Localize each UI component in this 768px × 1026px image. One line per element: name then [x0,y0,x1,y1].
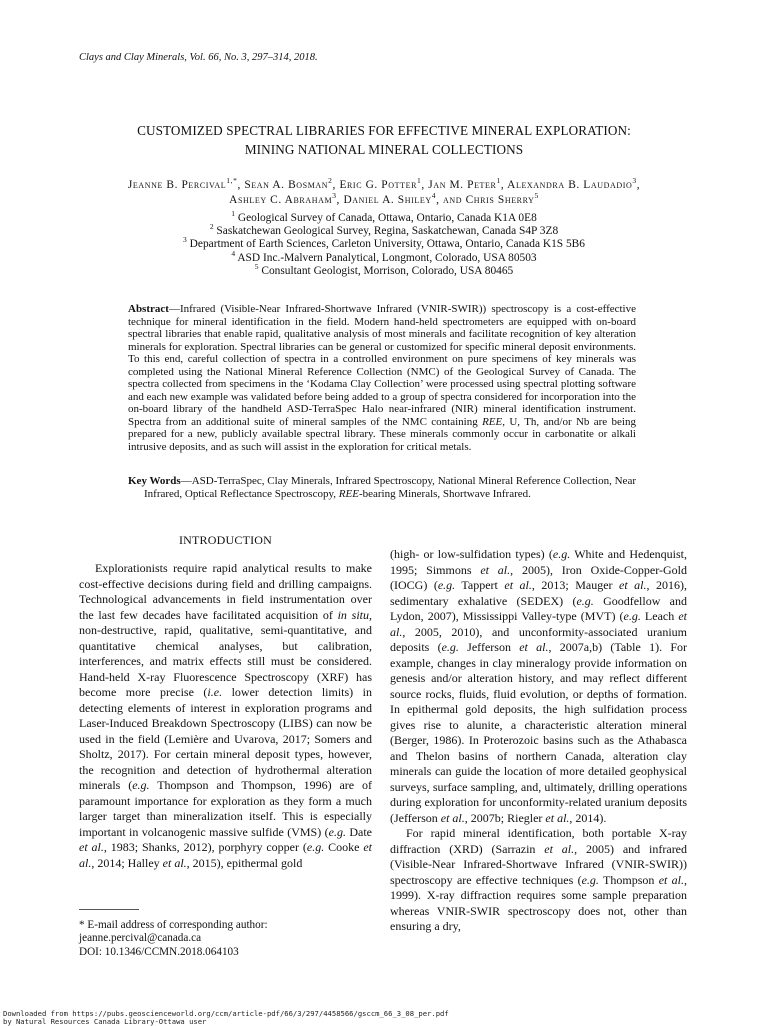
section-heading-introduction: INTRODUCTION [178,533,273,547]
author-name: Sean A. Bosman [244,179,329,191]
author-name: Eric G. Potter [339,179,418,191]
paragraph: For rapid mineral identification, both portable X-ray diffraction (XRD) (Sarrazin et al., 2005) and infrared (Visible-Near Infrared-Shortwave Infrared (VNIR-SWIR)) spectroscopy are effective techniques (e.g. Thompson et al., 1999). X-ray diffraction requires some sample preparation whereas VNIR-SWIR spectroscopy does not, other than ensuring a dry, [390,826,688,933]
abstract-label: Abstract [128,303,169,315]
footnote-email[interactable]: jeanne.percival@canada.ca [79,932,202,945]
keywords: Key Words—ASD-TerraSpec, Clay Minerals, Infrared Spectroscopy, National Mineral Reference Collection, Near Infrared, Optical Reflectance Spectroscopy, REE-bearing Minerals, Shortwave Infrared. [128,475,636,500]
author-name: Chris Sherry [465,194,535,206]
title-line-2: MINING NATIONAL MINERAL COLLECTIONS [244,142,524,157]
paragraph: Explorationists require rapid analytical results to make cost-effective decisions during field and drilling campaigns. Technological advancements in field instrumentation over the last few decades have facilitated acquisition of in situ, non-destructive, rapid, qualitative, semi-quantitative, and quantitative chemical analyses, but calibration, interferences, and matrix effects still must be considered. Hand-held X-ray Fluorescence Spectroscopy (XRF) has become more precise (i.e. lower detection limits) in detecting elements of interest in exploration programs and Laser-Induced Breakdown Spectroscopy (LIBS) can now be used in the field (Lemière and Uvarova, 2017; Somers and Sholtz, 2017). For certain mineral deposit types, however, the recognition and detection of hydrothermal alteration minerals (e.g. Thompson and Thompson, 1996) are of paramount importance for exploration as they form a much larger target than mineralization itself. This is especially important in volcanogenic massive sulfide (VMS) (e.g. Date et al., 1983; Shanks, 2012), porphyry copper (e.g. Cooke et al., 2014; Halley et al., 2015), epithermal gold [79,561,372,870]
affiliation: $^1$ Geological Survey of Canada, Ottawa, Ontario, Canada K1A 0E8 [231,209,537,224]
download-line: by Natural Resources Canada Library-Ottawa user [3,1017,207,1026]
download-line: Downloaded from https://pubs.geoscienceworld.org/ccm/article-pdf/66/3/297/4458566/gsccm_66_3_08_per.pdf [3,1009,449,1018]
affiliation: $^3$ Department of Earth Sciences, Carleton University, Ottawa, Ontario, Canada K1S 5B6 [183,235,585,251]
author-name: Jeanne B. Percival [127,179,227,191]
author-affil-sup: 3 [632,176,637,186]
paragraph: (high- or low-sulfidation types) (e.g. White and Hedenquist, 1995; Simmons et al., 2005), Iron Oxide-Copper-Gold (IOCG) (e.g. Tappert et al., 2013; Mauger et al., 2016), sedimentary exhalative (SEDEX) (e.g. Goodfellow and Lydon, 2007), Mississippi Valley-type (MVT) (e.g. Leach et al., 2005, 2010), and unconformity-associated uranium deposits (e.g. Jefferson et al., 2007a,b) (Table 1). For example, changes in clay mineralogy provide information on genesis and/or alteration history, and may reflect different source rocks, fluids, fluid evolution, or depths of formation. In epithermal gold deposits, the high sulfidation process gives rise to alunite, a characteristic alteration mineral (Berger, 1986). In Proterozoic basins such as the Athabasca and Thelon basins of northern Canada, alteration clay minerals can guide the location of more detailed geophysical surveys, surface sampling, and, ultimately, drilling operations during exploration for unconformity-related uranium deposits (Jefferson et al., 2007b; Riegler et al., 2014). [390,547,688,825]
body-column-left [79,561,372,871]
footnote [79,919,268,959]
author-affil-sup: 4 [431,191,437,201]
author-name: Jan M. Peter [428,179,497,191]
author-affil-sup: 1 [496,176,501,186]
affiliation: $^5$ Consultant Geologist, Morrison, Colorado, USA 80465 [254,262,514,277]
paper-title [0,121,768,159]
author-list [0,178,768,208]
footnote-doi: DOI: 10.1346/CCMN.2018.064103 [79,945,239,958]
author-name: Alexandra B. Laudadio [507,179,633,191]
author-name: Daniel A. Shiley [343,194,432,206]
author-affil-sup: 5 [534,191,539,201]
author-affil-sup: 2 [328,176,333,186]
footnote-rule [79,909,139,910]
affiliation: $^2$ Saskatchewan Geological Survey, Regina, Saskatchewan, Canada S4P 3Z8 [209,222,559,238]
author-line-1: Jeanne B. Percival$^{1,*}$, Sean A. Bosman$^2$, Eric G. Potter$^1$, Jan M. Peter$^1$, Alexandra B. Laudadio$^3$, [127,176,641,191]
affiliation: $^4$ ASD Inc.-Malvern Panalytical, Longmont, Colorado, USA 80503 [231,248,537,264]
abstract: Abstract—Infrared (Visible-Near Infrared-Shortwave Infrared (VNIR-SWIR)) spectroscopy is a cost-effective technique for mineral identification in the field. Modern hand-held spectrometers are equipped with on-board spectral libraries that enable rapid, qualitative analysis of most minerals and facilitate recognition of key alteration minerals for exploration. Spectral libraries can be general or customized for specific mineral deposit environments. To this end, careful collection of spectra in a controlled environment on pure specimens of key minerals was completed using the National Mineral Reference Collection (NMC) of the Geological Survey of Canada. The spectra collected from specimens in the ‘Kodama Clay Collection’ were processed using spectral plotting software and each new example was validated before being added to a group of spectra considered for incorporation into the on-board library of the handheld ASD-TerraSpec Halo near-infrared (NIR) mineral identification instrument. Spectra from an additional suite of mineral samples of the NMC containing REE, U, Th, and/or Nb are being prepared for a new, publicly available spectral library. These minerals commonly occur in carbonatite or alkali intrusive deposits, and as such will assist in the exploration for critical metals. [128,303,636,453]
title-line-1: CUSTOMIZED SPECTRAL LIBRARIES FOR EFFECTIVE MINERAL EXPLORATION: [137,123,631,138]
footnote-line: * E-mail address of corresponding author: [79,919,268,931]
author-affil-sup: 1,* [226,176,238,186]
author-and: and [443,194,463,206]
author-name: Ashley C. Abraham [229,194,333,206]
author-affil-sup: 1 [417,176,422,186]
affiliations [0,209,768,278]
author-affil-sup: 3 [332,191,337,201]
keywords-label: Key Words [128,475,181,487]
journal-citation: Clays and Clay Minerals, Vol. 66, No. 3, 297–314, 2018. [79,52,318,63]
body-column-right [390,547,687,935]
author-line-2: Ashley C. Abraham$^3$, Daniel A. Shiley$^4$, and Chris Sherry$^5$ [229,191,539,206]
